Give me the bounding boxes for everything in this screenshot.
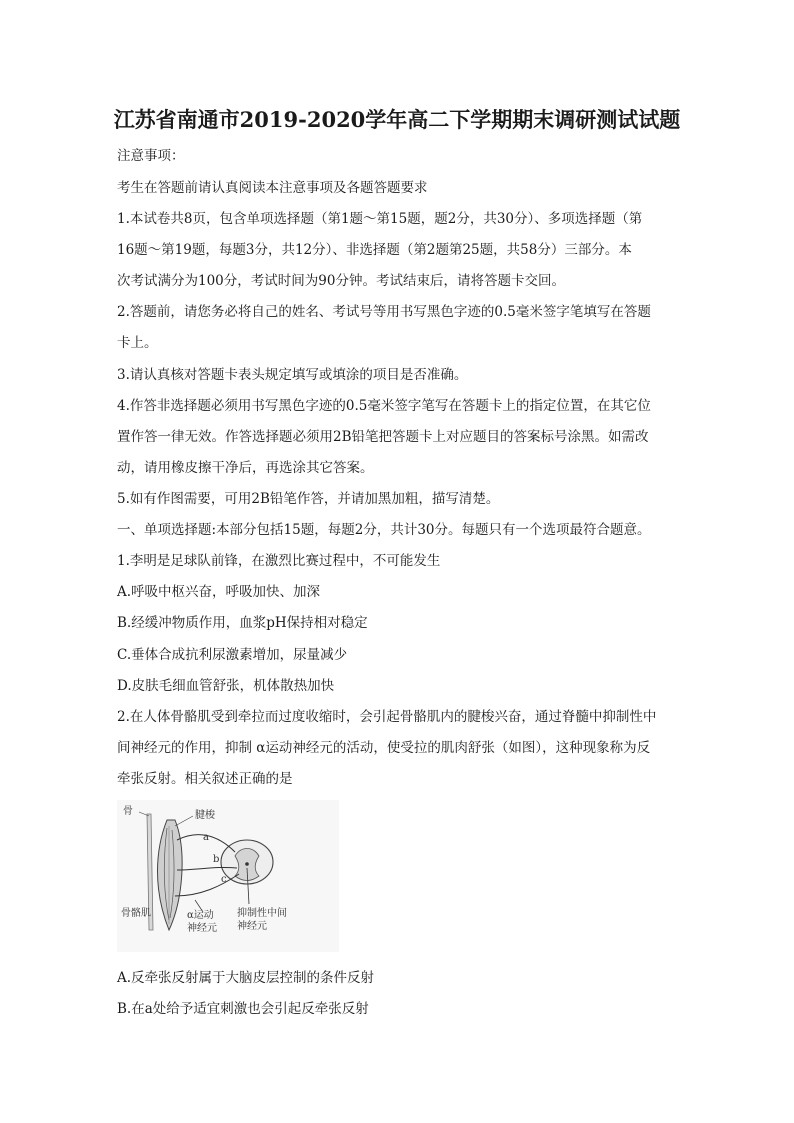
text-line: 次考试满分为100分，考试时间为90分钟。考试结束后，请将答题卡交回。 <box>117 273 565 289</box>
question-stem: 2.在人体骨骼肌受到牵拉而过度收缩时，会引起骨骼肌内的腱梭兴奋，通过脊髓中抑制性中 <box>117 709 657 725</box>
text-line: 3.请认真核对答题卡表头规定填写或填涂的项目是否准确。 <box>117 367 468 383</box>
option-b: B.经缓冲物质作用，血浆pH保持相对稳定 <box>117 615 368 631</box>
label-inhib-line2: 神经元 <box>237 921 267 932</box>
page-title: 江苏省南通市2019-2020学年高二下学期期末调研测试试题 <box>113 107 681 132</box>
question-stem: 1.李明是足球队前锋，在激烈比赛过程中，不可能发生 <box>117 553 441 569</box>
option-c: C.垂体合成抗利尿激素增加，尿量减少 <box>117 647 348 663</box>
notice-heading: 注意事项： <box>117 148 185 164</box>
section-heading: 一、单项选择题:本部分包括15题，每题2分，共计30分。每题只有一个选项最符合题意。 <box>117 522 651 538</box>
text-line: 考生在答题前请认真阅读本注意事项及各题答题要求 <box>117 180 428 196</box>
label-c: c <box>221 874 227 885</box>
label-alpha-line1: α运动 <box>187 910 214 921</box>
label-alpha-line2: 神经元 <box>187 923 217 934</box>
label-bone: 骨 <box>123 806 133 817</box>
label-inhib-line1: 抑制性中间 <box>237 908 287 919</box>
text-line: 5.如有作图需要，可用2B铅笔作答，并请加黑加粗，描写清楚。 <box>117 491 500 507</box>
label-muscle: 骨骼肌 <box>121 908 151 919</box>
option-a: A.呼吸中枢兴奋，呼吸加快、加深 <box>117 584 321 600</box>
label-b: b <box>213 854 220 865</box>
option-b: B.在a处给予适宜刺激也会引起反牵张反射 <box>117 1001 369 1017</box>
option-a: A.反牵张反射属于大脑皮层控制的条件反射 <box>117 970 375 986</box>
text-line: 置作答一律无效。作答选择题必须用2B铅笔把答题卡上对应题目的答案标号涂黑。如需改 <box>117 429 649 445</box>
text-line: 卡上。 <box>117 335 158 351</box>
text-line: 动，请用橡皮擦干净后，再选涂其它答案。 <box>117 460 374 476</box>
label-tendon-spindle: 腱梭 <box>195 810 215 821</box>
question-stem: 牵张反射。相关叙述正确的是 <box>117 771 293 787</box>
label-a: a <box>203 832 209 843</box>
option-d: D.皮肤毛细血管舒张，机体散热加快 <box>117 678 335 694</box>
text-line: 16题～第19题，每题3分，共12分）、非选择题（第2题第25题，共58分）三部分。本 <box>117 242 632 258</box>
reflex-diagram <box>117 800 339 952</box>
question-stem: 间神经元的作用，抑制 α运动神经元的活动，使受拉的肌肉舒张（如图），这种现象称为反 <box>117 740 651 756</box>
text-line: 4.作答非选择题必须用书写黑色字迹的0.5毫米签字笔写在答题卡上的指定位置，在其它位 <box>117 398 651 414</box>
text-line: 2.答题前，请您务必将自己的姓名、考试号等用书写黑色字迹的0.5毫米签字笔填写在答题 <box>117 304 651 320</box>
text-line: 1.本试卷共8页，包含单项选择题（第1题～第15题，题2分，共30分）、多项选择题（第 <box>117 211 643 227</box>
